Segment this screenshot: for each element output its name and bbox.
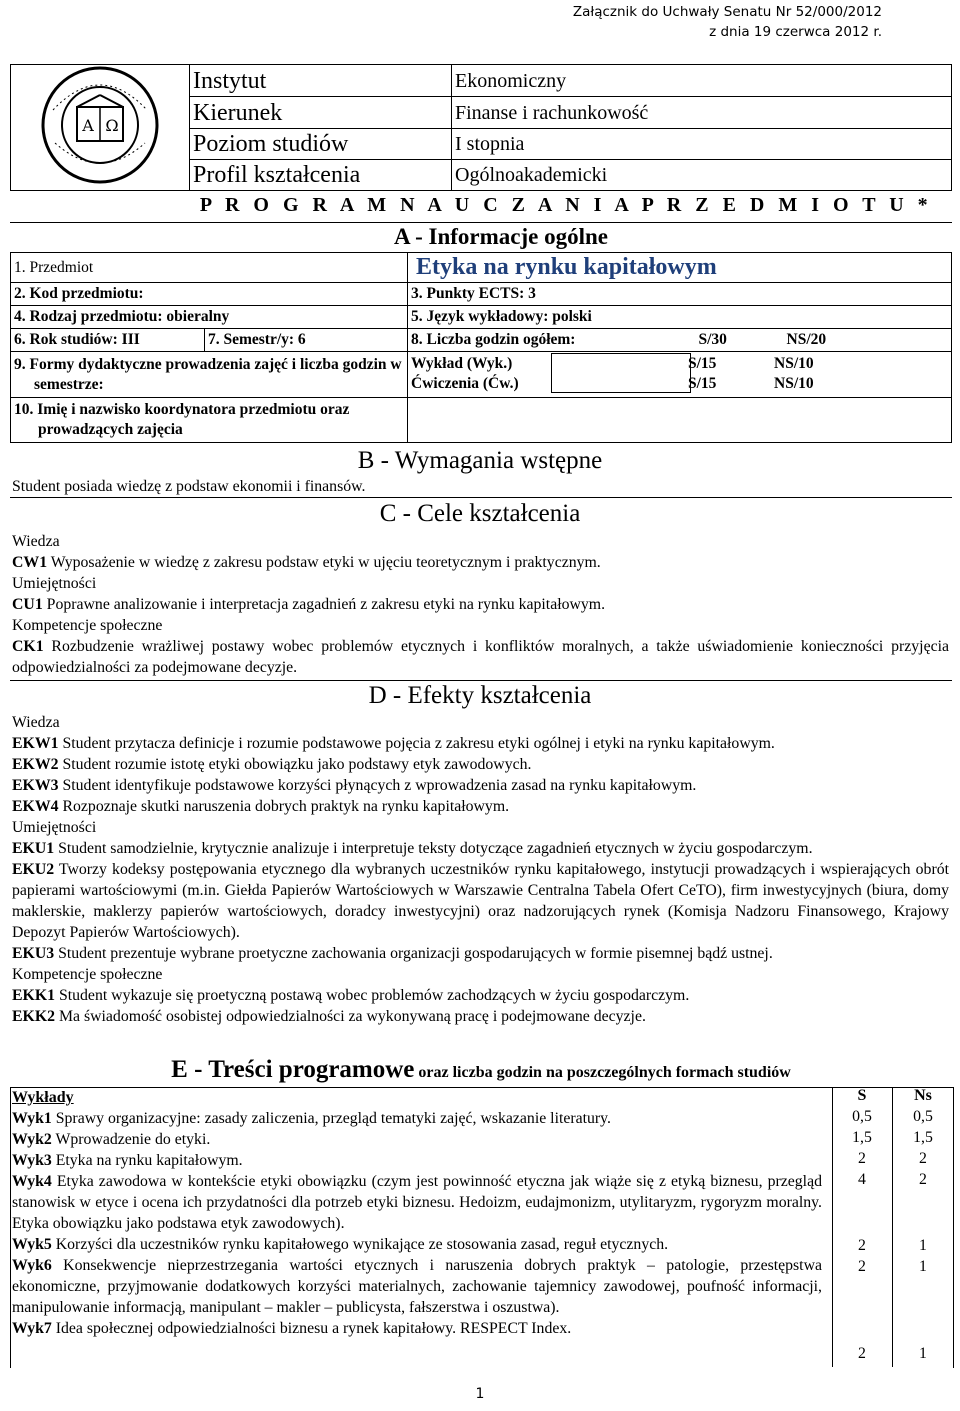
value-profil: Ogólnoakademicki (452, 160, 952, 191)
effect-ekk1 (12, 985, 949, 1006)
lecture-hours-s: 2 (858, 1150, 866, 1167)
effect-text: Ma świadomość osobistej odpowiedzialności za wykonywaną pracę i podejmowane decyzje. (55, 1008, 646, 1025)
effect-text: Student prezentuje wybrane proetyczne zachowania organizacji gospodarujących w formie pisemnej bądź ustnej. (54, 945, 773, 962)
value-kierunek: Finanse i rachunkowość (452, 97, 952, 129)
lecture-text: Konsekwencje nieprzestrzegania wartości etycznych i naruszenia dobrych praktyk – patologie, przestępstwa ekonomiczne, przyjmowanie dodatkowych korzyści materialnych, zachowanie tajemnicy zawodowej, poufność informacji, manipulowanie informacją, manipulant – makler – publicysta, fałszerstwa i oszustwa). (12, 1257, 822, 1316)
study-year: 6. Rok studiów: III (11, 329, 205, 352)
header-resolution: Załącznik do Uchwały Senatu Nr 52/000/2012 (572, 4, 882, 20)
lecture-text: Etyka zawodowa w kontekście etyki obowiązku (czym jest powinność etyczna jak wiąże się z etyką biznesu, przegląd stanowisk w etyce i ocena ich przydatności dla potrzeb etyki biznesu. Hedoizm, eudajmonizm, utylitaryzm, rygoryzm moralny. Etyka obowiązku jako podstawa etyk zawodowych). (12, 1173, 822, 1232)
goal-text: Rozbudzenie wrażliwej postawy wobec problemów etycznych i konfliktów moralnych, a także uświadomienie konieczności przyjęcia odpowiedzialności za podejmowane decyzje. (12, 638, 949, 676)
goal-code: CW1 (12, 554, 48, 571)
lecture-row (12, 1255, 822, 1318)
forms-row-lecture (411, 354, 948, 374)
program-title: P R O G R A M N A U C Z A N I A P R Z E D M I O T U * (199, 194, 933, 216)
value-poziom: I stopnia (452, 129, 952, 160)
goal-code: CU1 (12, 596, 43, 613)
label-poziom: Poziom studiów (190, 129, 452, 160)
lecture-code: Wyk1 (12, 1110, 52, 1127)
effect-text: Tworzy kodeksy postępowania etycznego dla wybranych uczestników rynku kapitałowego, instytucji prowadzących i wspierających obrót papierami wartościowymi (m.in. Giełda Papierów Wartościowych w Warszawie Centralna Tabela Ofert CeTO), firm inwestycyjnych (biura, domy maklerskie, maklerzy papierów wartościowych, doradcy inwestycyjni) oraz nadzorujących rynek (Komisja Nadzoru Finansowego, Krajowy Depozyt Papierów Wartościowych). (12, 861, 949, 941)
form-name: Ćwiczenia (Ćw.) (411, 375, 519, 392)
lecture-code: Wyk2 (12, 1131, 52, 1148)
section-d-title: D - Efekty kształcenia (368, 682, 592, 709)
goal-code: CK1 (12, 638, 44, 655)
requirements-text: Student posiada wiedzę z podstaw ekonomii i finansów. (12, 478, 366, 495)
lecture-row (12, 1171, 822, 1234)
effect-code: EKW3 (12, 777, 59, 794)
lecture-hours-s: 2 (858, 1258, 866, 1275)
lecture-hours-ns: 1 (919, 1345, 927, 1362)
svg-text:A: A (82, 116, 94, 135)
lecture-hours-s: 0,5 (852, 1108, 872, 1125)
col-divider (892, 1087, 894, 1367)
label-profil: Profil kształcenia (190, 160, 452, 191)
section-e-title-sub: oraz liczba godzin na poszczególnych formach studiów (414, 1064, 791, 1081)
value-instytut: Ekonomiczny (452, 65, 952, 97)
effects-kompetencje-heading: Kompetencje społeczne (12, 966, 163, 983)
goal-ck1 (12, 636, 949, 678)
goal-text: Poprawne analizowanie i interpretacja zagadnień z zakresu etyki na rynku kapitałowym. (42, 596, 606, 613)
effect-code: EKU2 (12, 861, 55, 878)
semester: 7. Semestr/y: 6 (204, 329, 407, 352)
lecture-code: Wyk6 (12, 1257, 52, 1274)
lectures-list (12, 1108, 822, 1339)
effects-umiejetnosci-heading: Umiejętności (12, 819, 97, 836)
form-ns: NS/10 (774, 355, 814, 372)
effect-text: Rozpoznaje skutki naruszenia dobrych praktyk na rynku kapitałowym. (58, 798, 510, 815)
effect-text: Student rozumie istotę etyki obowiązku jako podstawy etyk zawodowych. (58, 756, 532, 773)
forms-label (11, 352, 408, 398)
goal-text: Wyposażenie w wiedzę z zakresu podstaw etyki w ujęciu teoretycznym i praktycznym. (47, 554, 601, 571)
goals-block (12, 531, 949, 678)
lecture-text: Sprawy organizacyjne: zasady zaliczenia, przegląd tematyki zajęć, wskazanie literatury. (51, 1110, 611, 1127)
label-kierunek: Kierunek (190, 97, 452, 129)
lecture-hours-ns: 1 (919, 1258, 927, 1275)
section-c-title: C - Cele kształcenia (379, 500, 581, 527)
forms-row-exercise (411, 374, 948, 394)
page-number: 1 (475, 1386, 485, 1402)
lecture-hours-s: 2 (858, 1237, 866, 1254)
lecture-row (12, 1108, 822, 1129)
subject-name: Etyka na rynku kapitałowym (408, 253, 952, 283)
hours-total-label: 8. Liczba godzin ogółem: (411, 331, 576, 348)
lecture-text: Etyka na rynku kapitałowym. (51, 1152, 243, 1169)
lecture-hours-s: 2 (858, 1345, 866, 1362)
effect-text: Student przytacza definicje i rozumie podstawowe pojęcia z zakresu etyki ogólnej i etyki na rynku kapitałowym. (58, 735, 775, 752)
lecture-hours-ns: 1,5 (913, 1129, 933, 1146)
lecture-hours-ns: 0,5 (913, 1108, 933, 1125)
form-s: S/15 (688, 375, 717, 392)
label-instytut: Instytut (190, 65, 452, 97)
section-a-title: A - Informacje ogólne (394, 224, 608, 249)
effect-code: EKW2 (12, 756, 59, 773)
subject-label: 1. Przedmiot (11, 253, 408, 283)
lecture-hours-ns: 2 (919, 1150, 927, 1167)
effect-text: Student wykazuje się proetyczną postawą wobec problemów zachodzących w życiu gospodarczym. (55, 987, 690, 1004)
lecture-code: Wyk3 (12, 1152, 52, 1169)
forms-label-text: 9. Formy dydaktyczne prowadzenia zajęć i liczba godzin w semestrze: (14, 355, 402, 393)
effect-ekw1 (12, 733, 949, 754)
effect-code: EKK2 (12, 1008, 56, 1025)
lectures-header: Wykłady (12, 1089, 74, 1106)
header-date: z dnia 19 czerwca 2012 r. (709, 24, 882, 40)
goals-umiejetnosci-heading: Umiejętności (12, 575, 97, 592)
section-e-title-main: E - Treści programowe (171, 1056, 415, 1083)
form-name: Wykład (Wyk.) (411, 355, 513, 372)
hours-total-ns: NS/20 (786, 331, 827, 348)
ects-points: 3. Punkty ECTS: 3 (408, 283, 952, 306)
subject-code: 2. Kod przedmiotu: (11, 283, 408, 306)
effect-ekw4 (12, 796, 949, 817)
lecture-row (12, 1129, 822, 1150)
effect-ekw3 (12, 775, 949, 796)
section-b-title: B - Wymagania wstępne (357, 447, 603, 474)
col-divider (832, 1087, 834, 1367)
lecture-row (12, 1150, 822, 1171)
effects-block (12, 712, 949, 1027)
lecture-text: Idea społecznej odpowiedzialności biznesu a rynek kapitałowy. RESPECT Index. (51, 1320, 572, 1337)
lecture-language: 5. Język wykładowy: polski (408, 306, 952, 329)
subject-type: 4. Rodzaj przedmiotu: obieralny (11, 306, 408, 329)
goal-cu1 (12, 594, 949, 615)
effect-code: EKU3 (12, 945, 55, 962)
lecture-code: Wyk4 (12, 1173, 52, 1190)
university-seal-icon (25, 65, 175, 185)
effect-code: EKK1 (12, 987, 56, 1004)
effect-code: EKW4 (12, 798, 59, 815)
lecture-text: Wprowadzenie do etyki. (51, 1131, 211, 1148)
effect-code: EKU1 (12, 840, 55, 857)
lecture-hours-ns: 1 (919, 1237, 927, 1254)
coordinator-label-text: 10. Imię i nazwisko koordynatora przedmiotu oraz prowadzących zajęcia (14, 401, 350, 438)
lecture-row (12, 1234, 822, 1255)
forms-values (408, 352, 952, 398)
lecture-row (12, 1318, 822, 1339)
coordinator-value (408, 398, 952, 443)
section-e-title (10, 1055, 952, 1088)
effect-eku1 (12, 838, 949, 859)
logo-cell (11, 65, 190, 191)
form-s: S/15 (688, 355, 717, 372)
lecture-hours-s: 1,5 (852, 1129, 872, 1146)
hours-total-s: S/30 (698, 331, 727, 348)
lecture-hours-ns: 2 (919, 1171, 927, 1188)
col-header-ns: Ns (914, 1087, 932, 1104)
lecture-text: Korzyści dla uczestników rynku kapitałowego wynikające ze stosowania zasad, reguł etycznych. (51, 1236, 669, 1253)
form-ns: NS/10 (774, 375, 814, 392)
effect-ekw2 (12, 754, 949, 775)
lecture-hours-s: 4 (858, 1171, 866, 1188)
goals-kompetencje-heading: Kompetencje społeczne (12, 617, 163, 634)
coordinator-label (11, 398, 408, 443)
effect-text: Student samodzielnie, krytycznie analizuje i interpretuje teksty dotyczące zagadnień etycznych w życiu gospodarczym. (54, 840, 813, 857)
info-table (10, 64, 952, 191)
svg-text:Ω: Ω (105, 116, 119, 135)
effect-ekk2 (12, 1006, 949, 1027)
document-header (573, 2, 882, 42)
lecture-code: Wyk7 (12, 1320, 52, 1337)
effects-wiedza-heading: Wiedza (12, 714, 60, 731)
effect-text: Student identyfikuje podstawowe korzyści płynących z wprowadzenia zasad na rynku kapitałowym. (58, 777, 697, 794)
effect-eku3 (12, 943, 949, 964)
goals-wiedza-heading: Wiedza (12, 533, 60, 550)
goal-cw1 (12, 552, 949, 573)
col-header-s: S (857, 1087, 867, 1104)
effect-eku2 (12, 859, 949, 943)
lecture-code: Wyk5 (12, 1236, 52, 1253)
effect-code: EKW1 (12, 735, 59, 752)
general-info-table (10, 252, 952, 443)
hours-total (408, 329, 952, 352)
